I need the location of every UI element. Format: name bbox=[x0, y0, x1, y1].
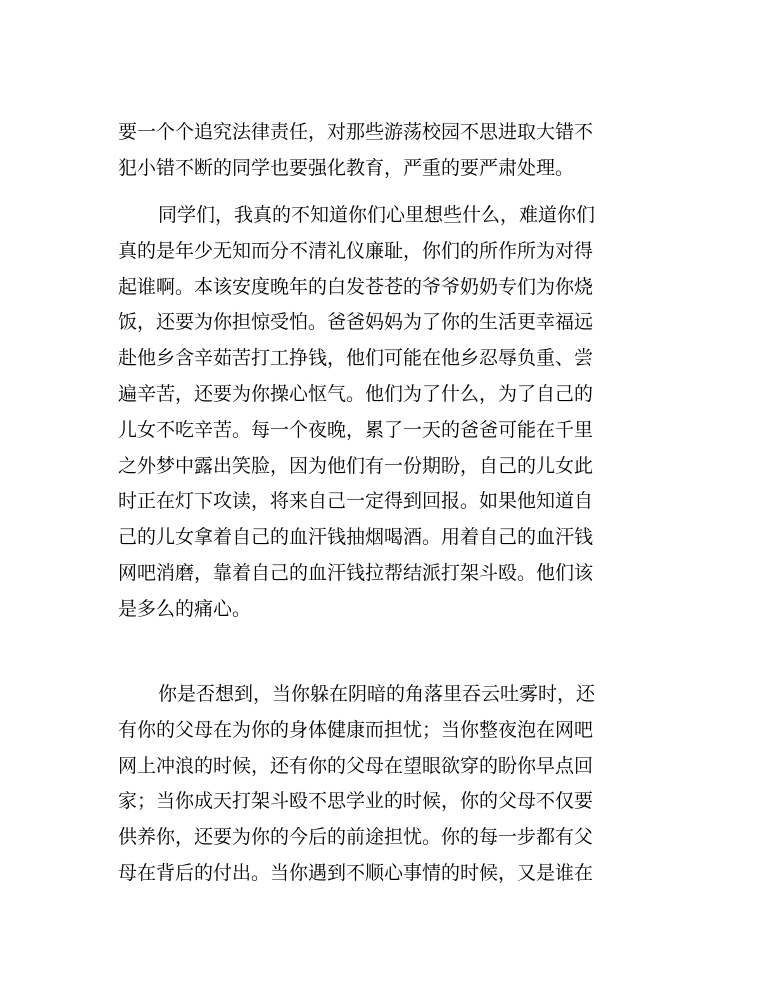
text-line: 己的儿女拿着自己的血汗钱抽烟喝酒。用着自己的血汗钱 bbox=[118, 526, 594, 549]
text-line: 是多么的痛心。 bbox=[118, 597, 252, 620]
text-line: 网上冲浪的时候，还有你的父母在望眼欲穿的盼你早点回 bbox=[118, 754, 594, 777]
text-line: 之外梦中露出笑脸，因为他们有一份期盼，自己的儿女此 bbox=[118, 454, 594, 477]
text-line: 你是否想到，当你躲在阴暗的角落里吞云吐雾时，还 bbox=[158, 683, 596, 705]
text-line: 有你的父母在为你的身体健康而担忧；当你整夜泡在网吧 bbox=[118, 718, 594, 741]
text-line: 犯小错不断的同学也要强化教育，严重的要严肃处理。 bbox=[118, 156, 575, 179]
text-line: 遍辛苦，还要为你操心怄气。他们为了什么，为了自己的 bbox=[118, 382, 594, 405]
text-line: 网吧消磨，靠着自己的血汗钱拉帮结派打架斗殴。他们该 bbox=[118, 561, 594, 584]
text-line: 真的是年少无知而分不清礼仪廉耻，你们的所作所为对得 bbox=[118, 239, 594, 262]
text-line: 时正在灯下攻读，将来自己一定得到回报。如果他知道自 bbox=[118, 490, 594, 513]
text-line: 家；当你成天打架斗殴不思学业的时候，你的父母不仅要 bbox=[118, 790, 594, 813]
text-line: 要一个个追究法律责任，对那些游荡校园不思进取大错不 bbox=[118, 121, 594, 143]
text-line: 同学们，我真的不知道你们心里想些什么，难道你们 bbox=[158, 204, 596, 226]
text-line: 起谁啊。本该安度晚年的白发苍苍的爷爷奶奶专们为你烧 bbox=[118, 275, 594, 298]
text-line: 饭，还要为你担惊受怕。爸爸妈妈为了你的生活更幸福远 bbox=[118, 311, 594, 334]
text-line: 儿女不吃辛苦。每一个夜晚，累了一天的爸爸可能在千里 bbox=[118, 418, 594, 441]
paragraph-1 bbox=[118, 115, 658, 187]
paragraph-2 bbox=[118, 198, 658, 628]
text-line: 母在背后的付出。当你遇到不顺心事情的时候，又是谁在 bbox=[118, 861, 594, 884]
text-line: 供养你，还要为你的今后的前途担忧。你的每一步都有父 bbox=[118, 826, 594, 849]
paragraph-3 bbox=[118, 677, 658, 892]
text-line: 赴他乡含辛茹苦打工挣钱，他们可能在他乡忍辱负重、尝 bbox=[118, 347, 594, 370]
